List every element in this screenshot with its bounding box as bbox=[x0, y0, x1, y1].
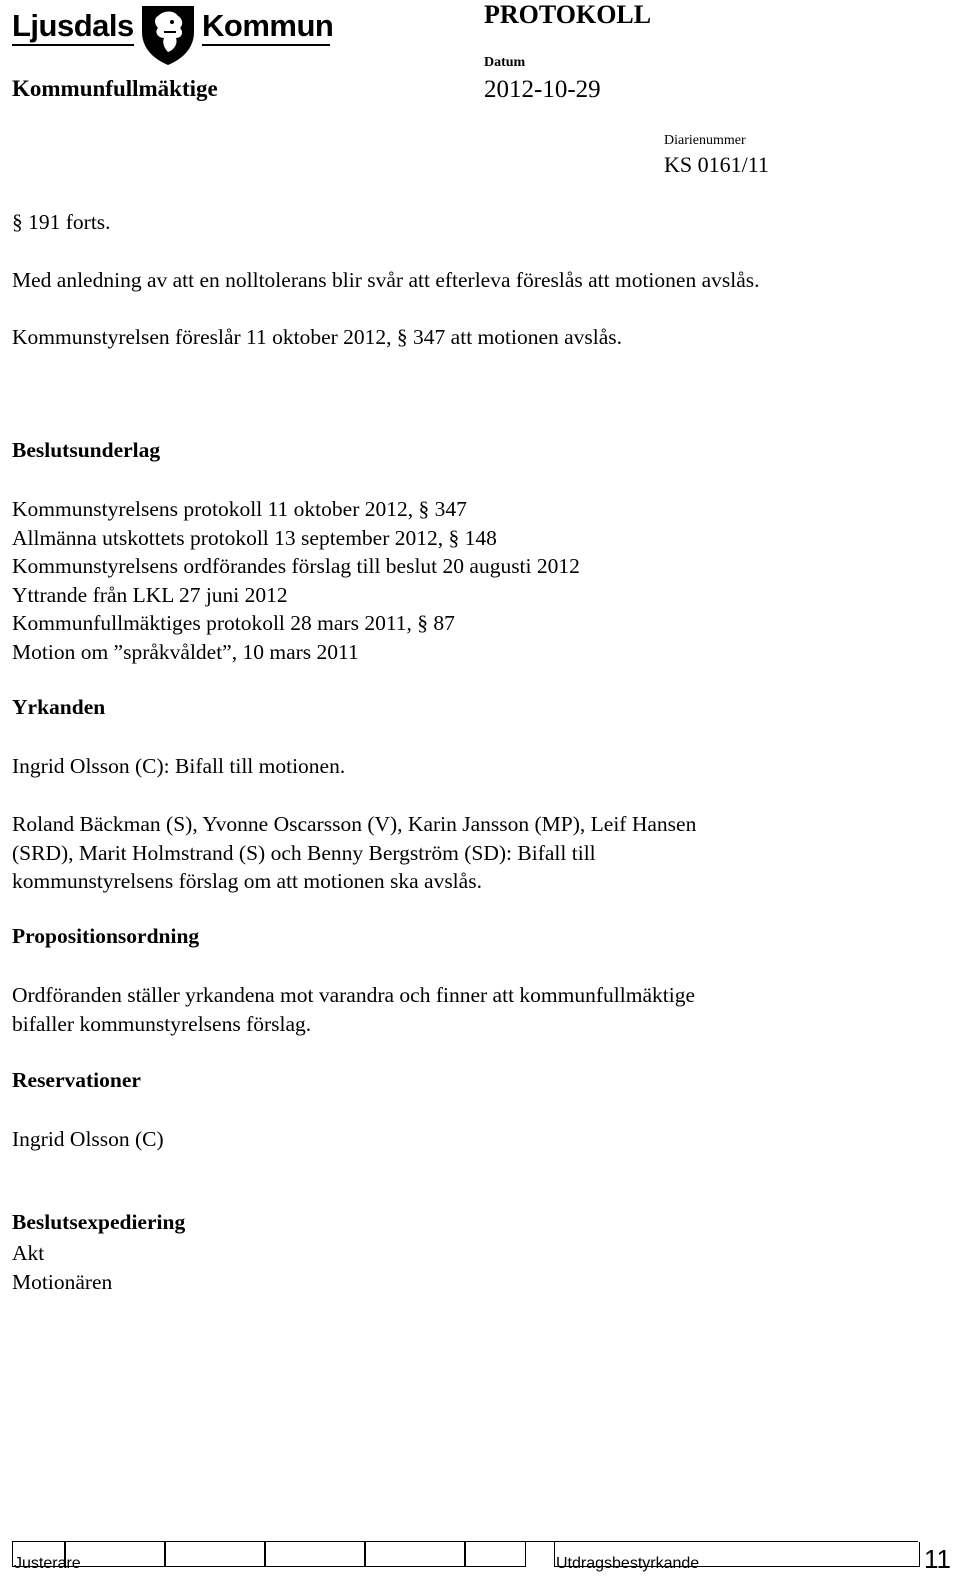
diarienummer-label: Diarienummer bbox=[664, 133, 746, 148]
justerare-label: Justerare bbox=[14, 1555, 81, 1572]
logo-underline-right bbox=[202, 44, 330, 46]
text-line: (SRD), Marit Holmstrand (S) och Benny Bergström (SD): Bifall till bbox=[12, 840, 596, 865]
beslutsexpediering-heading: Beslutsexpediering bbox=[12, 1210, 186, 1234]
municipality-logo bbox=[12, 2, 332, 68]
section-heading: § 191 forts. bbox=[12, 210, 111, 234]
list-item: Allmänna utskottets protokoll 13 september 2012, § 148 bbox=[12, 525, 497, 550]
page-footer bbox=[0, 1541, 960, 1583]
list-item: Motionären bbox=[12, 1269, 113, 1294]
document-type: PROTOKOLL bbox=[484, 0, 652, 29]
logo-underline-left bbox=[12, 44, 134, 46]
text-line: Ordföranden ställer yrkandena mot varandra och finner att kommunfullmäktige bbox=[12, 983, 695, 1007]
yrkande-2 bbox=[12, 810, 912, 896]
justerare-box-5 bbox=[364, 1542, 466, 1567]
yrkande-1: Ingrid Olsson (C): Bifall till motionen. bbox=[12, 754, 346, 778]
list-item: Kommunfullmäktiges protokoll 28 mars 2011, § 87 bbox=[12, 611, 455, 635]
beslutsunderlag-heading: Beslutsunderlag bbox=[12, 438, 161, 462]
coat-of-arms-icon bbox=[136, 2, 200, 66]
date-label: Datum bbox=[484, 55, 526, 70]
list-item: Akt bbox=[12, 1241, 45, 1265]
list-item: Yttrande från LKL 27 juni 2012 bbox=[12, 582, 288, 607]
list-item: Kommunstyrelsens protokoll 11 oktober 2012, § 347 bbox=[12, 497, 467, 521]
utdragsbestyrkande-label: Utdragsbestyrkande bbox=[556, 1555, 700, 1572]
organ-name: Kommunfullmäktige bbox=[12, 76, 218, 101]
propositionsordning-heading: Propositionsordning bbox=[12, 924, 200, 948]
text-line: kommunstyrelsens förslag om att motionen ska avslås. bbox=[12, 869, 482, 893]
justerare-box-3 bbox=[164, 1542, 266, 1567]
list-item: Kommunstyrelsens ordförandes förslag till beslut 20 augusti 2012 bbox=[12, 554, 580, 578]
logo-word-right: Kommun bbox=[202, 8, 334, 43]
propositionsordning-text bbox=[12, 981, 912, 1038]
page-number: 11 bbox=[924, 1544, 951, 1574]
yrkanden-heading: Yrkanden bbox=[12, 695, 106, 719]
beslutsexpediering-list bbox=[12, 1239, 912, 1296]
list-item: Motion om ”språkvåldet”, 10 mars 2011 bbox=[12, 639, 359, 664]
logo-word-left: Ljusdals bbox=[12, 8, 134, 43]
reservationer-heading: Reservationer bbox=[12, 1068, 141, 1092]
text-line: bifaller kommunstyrelsens förslag. bbox=[12, 1011, 312, 1036]
beslutsunderlag-list bbox=[12, 495, 912, 666]
text-line: Roland Bäckman (S), Yvonne Oscarsson (V), Karin Jansson (MP), Leif Hansen bbox=[12, 812, 697, 836]
justerare-box-6 bbox=[464, 1542, 526, 1567]
intro-paragraph-1: Med anledning av att en nolltolerans blir svår att efterleva föreslås att motionen avslås. bbox=[12, 268, 760, 292]
intro-paragraph-2: Kommunstyrelsen föreslår 11 oktober 2012, § 347 att motionen avslås. bbox=[12, 325, 623, 349]
diarienummer-value: KS 0161/11 bbox=[664, 152, 769, 177]
date-value: 2012-10-29 bbox=[484, 76, 601, 103]
reservationer-text: Ingrid Olsson (C) bbox=[12, 1127, 164, 1151]
justerare-box-4 bbox=[264, 1542, 366, 1567]
